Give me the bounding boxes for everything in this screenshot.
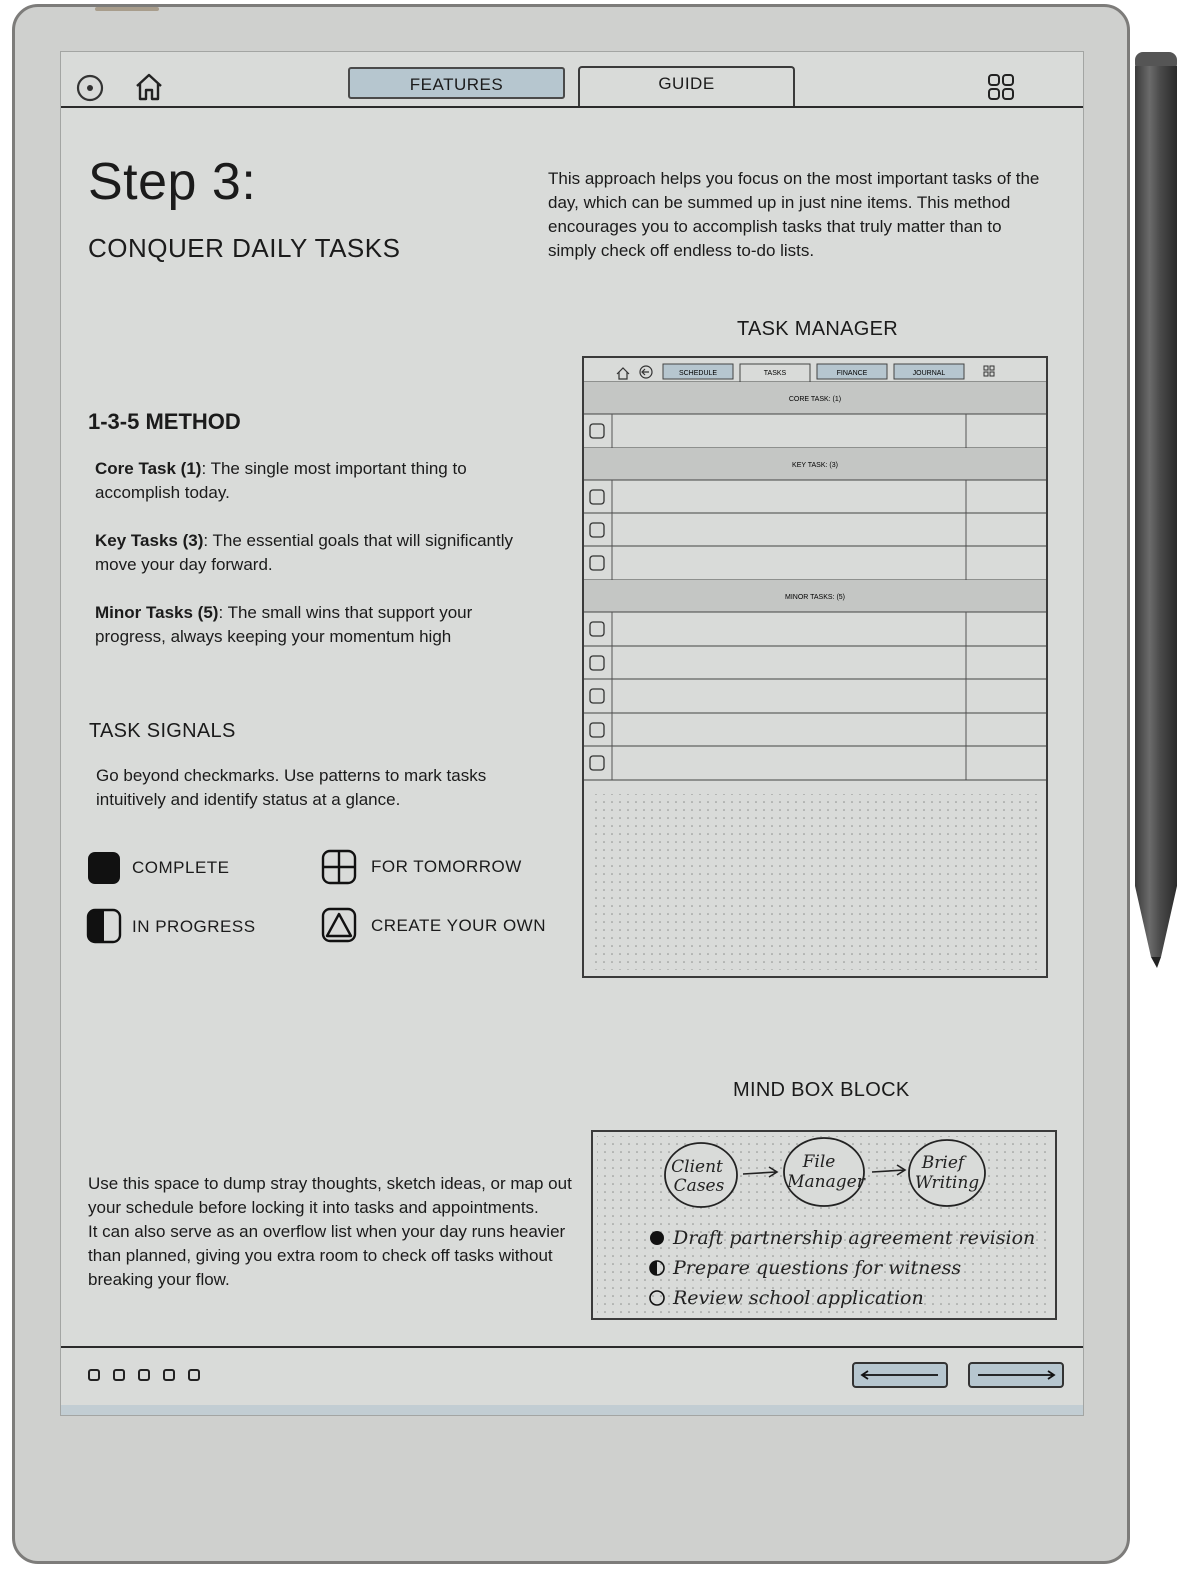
triangle-square-icon: [321, 907, 357, 943]
task-row: [584, 646, 1046, 679]
mind-box-sketch: [593, 1132, 1055, 1318]
next-page-button[interactable]: [968, 1362, 1064, 1388]
screen-frontlight-bar: [61, 1405, 1083, 1415]
next-arrow-icon: [970, 1364, 1062, 1386]
tab-features[interactable]: FEATURES: [348, 67, 565, 99]
signals-title: TASK SIGNALS: [89, 720, 236, 742]
device-button: [95, 7, 159, 11]
page-indicator[interactable]: [163, 1369, 175, 1381]
grid-icon[interactable]: [987, 73, 1015, 101]
task-manager-title: TASK MANAGER: [737, 318, 899, 340]
signal-label-complete: COMPLETE: [132, 858, 230, 877]
method-term: Core Task (1): [95, 459, 202, 478]
task-row: [584, 746, 1046, 780]
mini-tab-tasks: TASKS: [763, 370, 787, 377]
footer-divider: [61, 1346, 1084, 1348]
mind-box-preview: [591, 1130, 1057, 1320]
mind-node-label: Client: [671, 1157, 723, 1177]
mini-tab-journal: JOURNAL: [912, 370, 946, 377]
prev-page-button[interactable]: [852, 1362, 948, 1388]
mind-node-label: Cases: [673, 1176, 725, 1196]
home-icon[interactable]: [133, 71, 165, 103]
mini-home-icon: [617, 368, 629, 379]
task-row: [584, 612, 1046, 646]
method-item-minor: [95, 601, 495, 649]
mind-node-label: Manager: [787, 1172, 865, 1192]
mind-box-desc-1: Use this space to dump stray thoughts, sketch ideas, or map out your schedule before locking it into tasks and appointments.: [88, 1174, 572, 1217]
tab-guide[interactable]: GUIDE: [578, 66, 795, 108]
task-checkbox: [590, 424, 604, 438]
page-indicator[interactable]: [138, 1369, 150, 1381]
mind-note: Draft partnership agreement revision: [673, 1227, 1036, 1249]
core-task-header: CORE TASK: (1): [788, 396, 842, 403]
mind-note: Prepare questions for witness: [673, 1257, 962, 1279]
dot-grid-area: [590, 794, 1040, 970]
signal-label-for-tomorrow: FOR TOMORROW: [371, 857, 522, 876]
mind-node-label: Brief: [921, 1153, 965, 1173]
circle-dot-icon[interactable]: [75, 73, 105, 103]
signal-label-create-your-own: CREATE YOUR OWN: [371, 916, 546, 935]
mini-tab-schedule: SCHEDULE: [678, 370, 718, 377]
filled-square-icon: [87, 851, 121, 885]
step-subtitle: CONQUER DAILY TASKS: [88, 233, 401, 263]
method-desc: : The essential goals that will significantly move your day forward.: [95, 531, 513, 574]
mini-tab-finance: FINANCE: [836, 370, 868, 377]
page-indicator[interactable]: [113, 1369, 125, 1381]
method-item-key: [95, 529, 515, 577]
step-title: Step 3:: [88, 153, 257, 211]
mind-box-description: [88, 1172, 583, 1292]
mind-node-label: File: [802, 1152, 836, 1172]
quartered-square-icon: [321, 849, 357, 885]
half-filled-square-icon: [86, 908, 122, 944]
method-term: Minor Tasks (5): [95, 603, 219, 622]
note-complete-icon: [650, 1231, 664, 1245]
mini-grid-icon: [984, 366, 994, 376]
header-divider: [61, 106, 1084, 108]
prev-arrow-icon: [854, 1364, 946, 1386]
method-term: Key Tasks (3): [95, 531, 204, 550]
mind-node-label: Writing: [914, 1173, 980, 1193]
signals-desc: Go beyond checkmarks. Use patterns to mark tasks intuitively and identify status at a glance.: [96, 766, 487, 809]
mind-box-desc-2: It can also serve as an overflow list when your day runs heavier than planned, giving you extra room to check off tasks without breaking your flow.: [88, 1222, 566, 1289]
signal-label-in-progress: IN PROGRESS: [132, 917, 256, 936]
task-row: [584, 513, 1046, 546]
method-title: 1-3-5 METHOD: [88, 409, 241, 434]
mind-box-title: MIND BOX BLOCK: [733, 1079, 910, 1101]
method-desc: : The small wins that support your progress, always keeping your momentum high: [95, 603, 473, 646]
key-task-header: KEY TASK: (3): [792, 462, 838, 469]
e-ink-screen: [60, 51, 1084, 1416]
method-item-core: [95, 457, 515, 505]
stylus-pen: [1133, 52, 1179, 970]
minor-task-header: MINOR TASKS: (5): [784, 594, 846, 601]
page-indicator[interactable]: [188, 1369, 200, 1381]
task-row: [584, 546, 1046, 580]
task-manager-preview: [582, 356, 1048, 978]
mini-back-icon: [640, 366, 652, 378]
method-desc: : The single most important thing to accomplish today.: [95, 459, 467, 502]
mind-note: Review school application: [673, 1287, 924, 1309]
page-indicator[interactable]: [88, 1369, 100, 1381]
task-row: [584, 414, 1046, 448]
task-row: [584, 713, 1046, 746]
task-row: [584, 679, 1046, 713]
task-row: [584, 480, 1046, 513]
task-manager-template: [584, 358, 1046, 976]
intro-text: This approach helps you focus on the most important tasks of the day, which can be summed up in just nine items. This method encourages you to accomplish tasks that truly matter than to simply check off endless to-do lists.: [548, 169, 1040, 260]
